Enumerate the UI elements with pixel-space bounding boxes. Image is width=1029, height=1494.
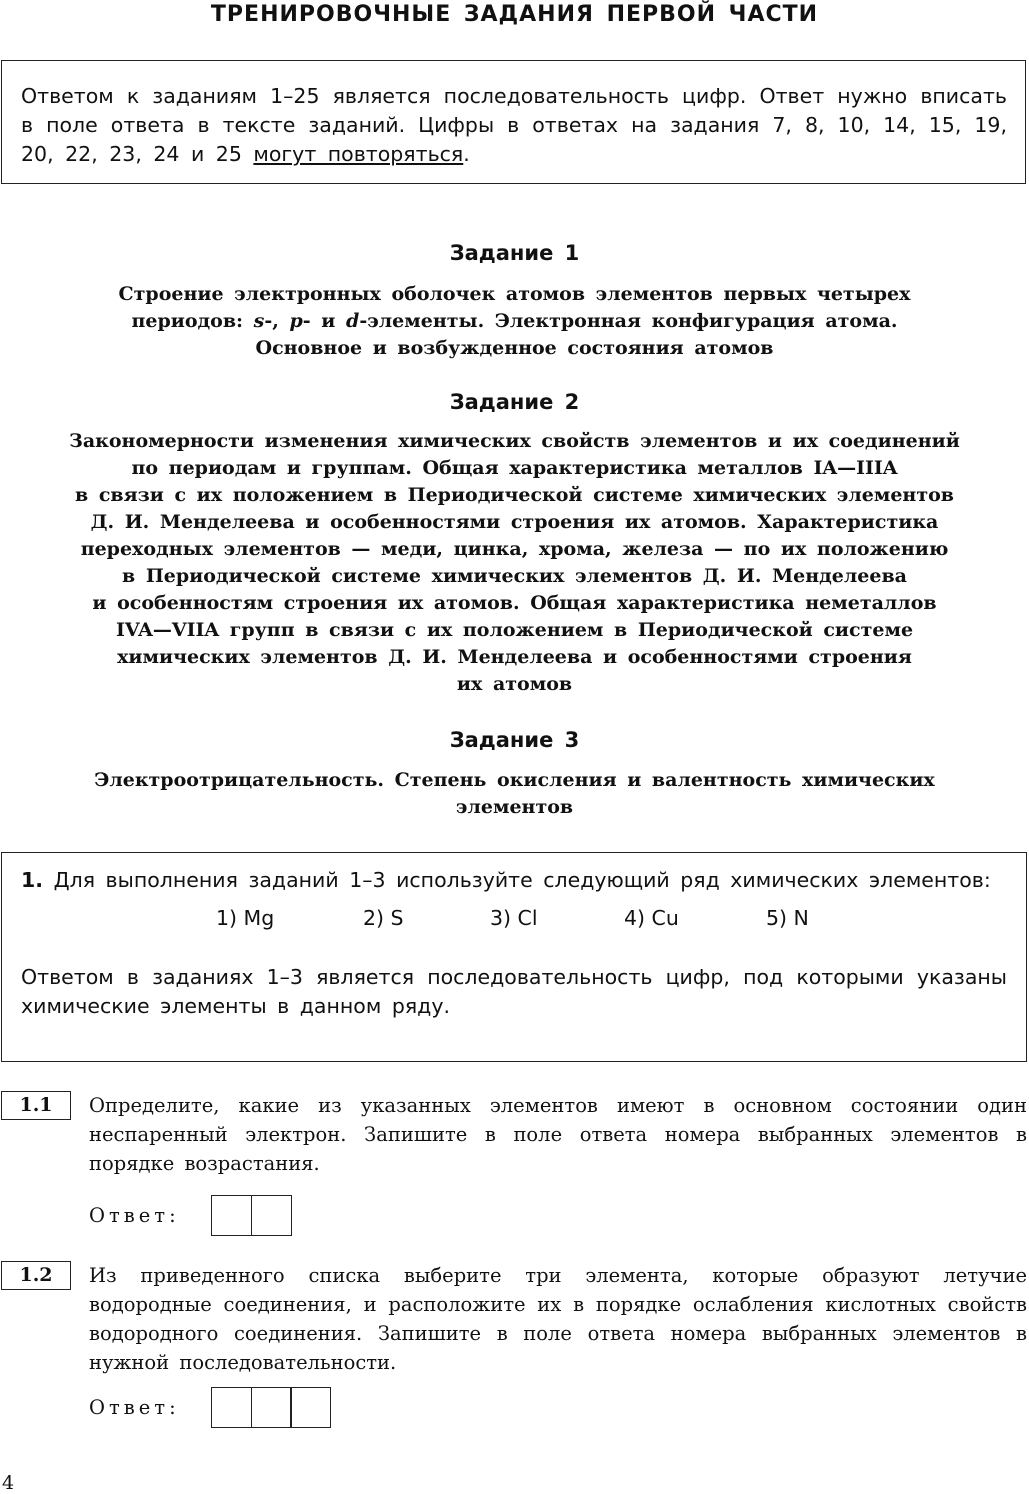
task-2-topic-line: по периодам и группам. Общая характеристика металлов IA—IIIA: [131, 457, 898, 479]
element-list: [21, 904, 1007, 933]
element-item: 3) Cl: [490, 906, 538, 930]
element-item: 5) N: [766, 906, 809, 930]
instructions-underlined: могут повторяться: [253, 142, 464, 166]
task-2-topic-line: и особенностям строения их атомов. Общая характеристика неметаллов: [92, 592, 937, 614]
element-series-box: [1, 852, 1027, 1062]
element-item: 4) Cu: [624, 906, 679, 930]
question-number-1-2: 1.2: [1, 1261, 71, 1290]
answer-label: Ответ:: [89, 1204, 180, 1227]
answer-cell[interactable]: [251, 1195, 292, 1236]
task-2-topic-line: Д. И. Менделеева и особенностями строения их атомов. Характеристика: [90, 511, 939, 533]
question-text-1-2: Из приведенного списка выберите три элемента, которые образуют летучие водородные соединения, и расположите их в порядке ослабления кислотных свойств водородного соединения. Запишите в поле ответа номера выбранных элементов в нужной последовательности.: [89, 1264, 1027, 1374]
answer-field-1-1[interactable]: [211, 1195, 292, 1236]
answer-label: Ответ:: [89, 1396, 180, 1419]
task-2-topic: [20, 428, 1009, 698]
instructions-end: .: [463, 142, 470, 166]
answer-cell[interactable]: [251, 1387, 292, 1428]
instructions-text: Ответом к заданиям 1–25 является последовательность цифр. Ответ нужно вписать в поле ответа в тексте заданий. Цифры в ответах на задания 7, 8, 10, 14, 15, 19, 20, 22, 23, 24 и 25: [21, 84, 1007, 166]
task-3-heading: Задание 3: [449, 728, 580, 752]
instructions-box: [1, 60, 1026, 184]
task-2-topic-line: в связи с их положением в Периодической системе химических элементов: [75, 484, 954, 506]
element-series-intro: 1. Для выполнения заданий 1–3 используйте следующий ряд химических элементов:: [21, 868, 991, 892]
element-series-note: Ответом в заданиях 1–3 является последовательность цифр, под которыми указаны химические элементы в данном ряду.: [21, 965, 1007, 1018]
element-item: 2) S: [363, 906, 404, 930]
page-title: ТРЕНИРОВОЧНЫЕ ЗАДАНИЯ ПЕРВОЙ ЧАСТИ: [210, 2, 819, 27]
question-text-1-1: Определите, какие из указанных элементов имеют в основном состоянии один неспаренный электрон. Запишите в поле ответа номера выбранных элементов в порядке возрастания.: [89, 1094, 1027, 1175]
task-3-topic-line: элементов: [455, 796, 574, 818]
task-2-topic-line: Закономерности изменения химических свойств элементов и их соединений: [69, 430, 960, 452]
task-1-topic-line: Основное и возбужденное состояния атомов: [255, 337, 774, 359]
task-2-heading: Задание 2: [449, 390, 580, 414]
task-2-topic-line: химических элементов Д. И. Менделеева и особенностями строения: [117, 646, 912, 668]
task-2-topic-line: IVA—VIIA групп в связи с их положением в Периодической системе: [115, 619, 914, 641]
answer-field-1-2[interactable]: [211, 1387, 331, 1428]
answer-cell[interactable]: [211, 1195, 252, 1236]
element-item: 1) Mg: [216, 906, 275, 930]
task-1-topic: [20, 281, 1009, 362]
task-2-topic-line: переходных элементов — меди, цинка, хрома, железа — по их положению: [80, 538, 949, 560]
task-2-topic-line: их атомов: [456, 673, 573, 695]
question-number-1-1: 1.1: [1, 1091, 71, 1120]
task-3-topic: [20, 767, 1009, 821]
answer-cell[interactable]: [290, 1387, 331, 1428]
page-number: 4: [2, 1472, 15, 1494]
task-1-topic-line: Строение электронных оболочек атомов элементов первых четырех: [118, 283, 911, 305]
task-1-topic-line: периодов: s-, p- и d-элементы. Электронная конфигурация атома.: [131, 310, 898, 332]
task-3-topic-line: Электроотрицательность. Степень окисления и валентность химических: [94, 769, 935, 791]
answer-cell[interactable]: [211, 1387, 252, 1428]
task-2-topic-line: в Периодической системе химических элементов Д. И. Менделеева: [122, 565, 907, 587]
task-1-heading: Задание 1: [449, 241, 580, 265]
task-number: 1.: [21, 868, 44, 892]
